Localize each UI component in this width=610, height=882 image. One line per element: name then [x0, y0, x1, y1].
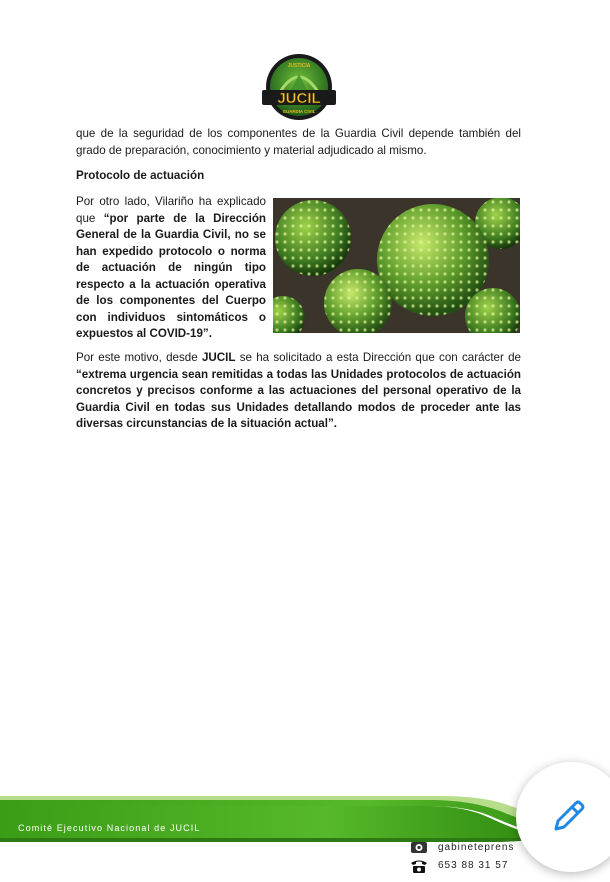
para3-org: JUCIL — [201, 351, 236, 364]
para3-end: . — [333, 417, 337, 430]
vilarino-paragraph — [76, 194, 266, 343]
footer-phone-text[interactable]: 653 88 31 57 — [438, 860, 509, 872]
jucil-request-paragraph — [76, 350, 521, 433]
para2-quote: “por parte de la Dirección General de la Guardia Civil, no se han expedido protocolo o norma de actuación de ningún tipo respecto a la actuación operativa de los componentes del Cuerpo con individuos sintomáticos o expuestos al COVID-19” — [76, 211, 266, 340]
section-heading: Protocolo de actuación — [76, 169, 205, 182]
jucil-logo — [258, 52, 340, 124]
logo-top-text: JUSTICIA — [287, 63, 311, 69]
footer-committee: Comité Ejecutivo Nacional de JUCIL — [18, 823, 201, 833]
intro-paragraph: que de la seguridad de los componentes de la Guardia Civil depende también del grado de preparación, conocimiento y material adjudicado al mismo. — [76, 127, 521, 157]
para3-lead: Por este motivo, desde — [76, 351, 202, 364]
logo-bottom-text: GUARDIA CIVIL — [282, 109, 316, 114]
para3-quote: “extrema urgencia sean remitidas a todas las Unidades protocolos de actuación concretos y precisos conforme a las actuaciones del personal operativo de la Guardia Civil en todas sus Unidades detallando modos de proceder ante las diversas circunstancias de la situación actual” — [76, 367, 521, 430]
coronavirus-image — [273, 198, 520, 333]
pencil-icon — [550, 797, 588, 835]
para2-end: . — [208, 327, 212, 340]
footer-phone-row — [410, 859, 508, 872]
para2-lead: Por otro lado, Vilariño ha explicado que — [76, 195, 266, 225]
para3-mid: se ha solicitado a esta Dirección que con carácter de — [235, 351, 522, 364]
phone-icon — [410, 859, 428, 872]
footer-email-row — [410, 841, 514, 854]
logo-main-text: JUCIL — [277, 90, 321, 107]
email-icon — [410, 841, 428, 854]
footer-email-text[interactable]: gabineteprens — [438, 842, 515, 854]
